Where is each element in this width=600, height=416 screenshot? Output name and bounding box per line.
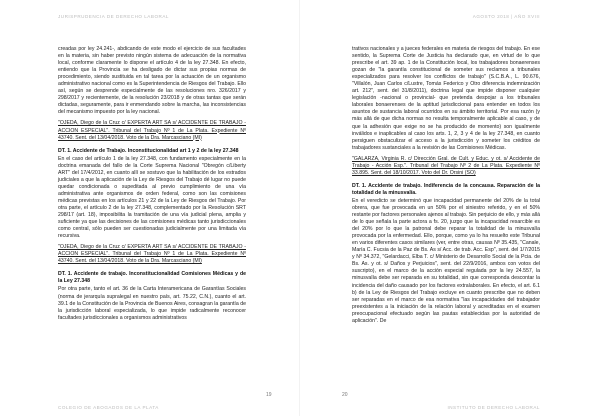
- section-heading: DT. 1. Accidente de trabajo. Indiferencia de la concausa. Reparación de la totalidad de la minusvalía.: [352, 182, 540, 196]
- body-paragraph: trativos nacionales y a jueces federales en materia de riesgos del trabajo. En ese sentido, la Suprema Corte de Justicia ha declarado que, en virtud de lo que prescribe el art. 39 ap. 1 de la Constitución local, los trabajadores bonaerenses gozan de "la garantía constitucional de someter sus reclamos a tribunales especializados para resolver los conflictos de trabajo" (S.C.B.A., L. 90.676, "Villalón, Juan Carlos c/Lustre, Tomás Federico y Otro diferencia indemnización art. 212", sent. del 31/8/2011), doctrina legal que impide disponer cualquier legislación -nacional o provincial- que pretenda despojar a los tribunales laborales bonaerenses de la aptitud jurisdiccional para entender en todos los asuntos de sustancia laboral ocurridos en su ámbito territorial. Por esa razón (y más allá de que dicha normas no resulta temporalmente aplicable al caso, y de que la adhesión que exige no se ha producido de momento) son igualmente inválidos e inaplicables al caso los arts. 1, 2, 3 y 4 de la ley 27.348, en cuanto persiguen obstaculizar el acceso a la jurisdicción y someter los créditos de trabajadores sustanciales a la revisión de las Comisiones Médicas.: [352, 46, 540, 151]
- section-heading: DT. 1. Accidente de Trabajo. Inconstitucionalidad art 1 y 2 de la ley 27.348: [58, 147, 239, 154]
- body-paragraph: creadas por ley 24.241-, abdicando de este modo el ejercicio de sus facultades en la materia, sin haber previsto ningún sistema de adecuación de la normativa local, conforme claramente lo dispone el artículo 4 de la ley 27.348. En efecto, entiendo que la Provincia se ha desligado de dictar sus propias normas de procedimiento, siendo sustituida en tal tarea por la actuación de un organismo administrativo nacional como es la Superintendencia de Riesgos del Trabajo. Ello así, según se desprende especialmente de las resoluciones nro. 326/2017 y 298/2017 y recientemente, de la resolución 23/2018 y de otras tantas que serán dictadas, seguramente, para ir enmendando sobre la marcha, las inconsistencias del mecanismo impuesto por la ley nacional.: [58, 46, 246, 116]
- running-footer: COLEGIO DE ABOGADOS DE LA PLATA: [58, 405, 159, 410]
- body-paragraph: En el veredicto se determinó que incapacidad permanente del 20% de la total obrera, que fue provocada en un 50% por el siniestro referido, y en el 50% restante por factores personales ajenos al trabajo. Sin perjuicio de ello, y más allá de lo que señala la parte actora a fs. 20, juzgo que la incapacidad resarcible es del 20% por lo que la patronal debe reparar la totalidad de la minusvalía provocada por la enfermedad. Ello, porque, como ya lo ha resuelto este Tribunal en varios diferentes casos similares (ver, entre otras, causas Nº 35.435, "Canale, María C. Fucsia de la Paz de Bs. As s/ Acc. de trab. Acc. Esp", sent. del 1/7/2015 y Nº 34.372, "Gelardacci, Elba T. c/ Ministerio de Desarrollo Social de la Pcia. de Bs. As. y ot. s/ Daños y Perjuicios", sent. del 22/9/2016, ambos con votos del suscripto), en el marco de la acción especial regulada por la ley 24.557, la minusvalía debe ser reparada en su totalidad, sin que corresponda descontar la incidencia del daño causado por los factores extralaborales. En efecto, el art. 6.1 b) de la Ley de Riesgos del Trabajo excluye en cuanto prescribe que no deben ser reparadas en el marco de esa normativa "las incapacidades del trabajador preexistentes a la iniciación de la relación laboral y acreditadas en el examen preocupacional efectuado según las pautas establecidas por la autoridad de aplicación". De: [352, 197, 541, 324]
- body-paragraph: Por otra parte, tanto el art. 36 de la Carta Interamericana de Garantías Sociales (norma de jerarquía supralegal en nuestro país, art. 75.22, C.N.), cuanto el art. 39.1 de la Constitución de la Provincia de Buenos Aires, consagran la garantía de la jurisdicción laboral especializada, lo que impide radicalmente reconocer facultades jurisdiccionales a organismos administrativos: [58, 286, 246, 321]
- section-heading: DT. 1. Accidente de trabajo. Inconstitucionalidad Comisiones Médicas y de la Ley 27.348: [58, 271, 246, 285]
- page-number: 20: [342, 392, 348, 398]
- right-text-column: [352, 46, 540, 329]
- running-header: AGOSTO 2018 | AÑO XVIII: [472, 14, 540, 19]
- left-text-column: [58, 46, 246, 326]
- case-citation: "GALARZA, Virginia R. c/ Dirección Gral. de Cult. y Educ. y ot. s/ Accidente de Trabajo - Acción Esp.". Tribunal del Trabajo Nº 2 de La Plata. Expediente Nº 33.895. Sent. del 18/10/2017. Voto del Dr. Orsini (SO): [352, 155, 540, 176]
- body-paragraph: En el caso del artículo 1 de la ley 27.348, con fundamento especialmente en la doctrina emanada del fallo de la Corte Suprema Nacional "Obregón c/Liberty ART" del 17/4/2012, en cuanto allí se sostuvo que la habilitación de los estrados judiciales a que la aplicación de la Ley de Riesgos del Trabajo dé lugar no puede quedar condicionada o supeditada al previo cumplimiento de una vía administrativa ante organismos de orden federal, como son las comisiones médicas previstas en los artículos 21 y 22 de la Ley de Riesgos del Trabajo. Por otra parte, el artículo 2 de la ley 27.348, complementado por la Resolución SRT 298/17 (art. 18), imposibilita la tramitación de una vía judicial plena, amplia y suficiente ya que las decisiones de las comisiones médicas tanto jurisdiccionales como central, sólo pueden ser cuestionadas judicialmente por una limitada vía recursiva.: [58, 155, 246, 240]
- running-footer: INSTITUTO DE DERECHO LABORAL: [447, 405, 540, 410]
- right-page: [300, 0, 600, 416]
- case-citation: "OJEDA, Diego de la Cruz c/ EXPERTA ART SA s/ ACCIDENTE DE TRABAJO - ACCION ESPECIAL". Tribunal del Trabajo Nº 1 de La Plata. Expediente Nº 43740. Sent. del 13/04/2018. Voto de la Dra. Marcasciano (MI): [58, 120, 246, 141]
- case-citation: "OJEDA, Diego de la Cruz c/ EXPERTA ART SA s/ ACCIDENTE DE TRABAJO - ACCION ESPECIAL". Tribunal del Trabajo Nº 1 de La Plata. Expediente Nº 43740. Sent. del 13/04/2018. Voto de la Dra. Marcasciano (MI): [58, 244, 246, 265]
- page-number: 19: [266, 392, 272, 398]
- running-header: JURISPRUDENCIA DE DERECHO LABORAL: [58, 14, 169, 19]
